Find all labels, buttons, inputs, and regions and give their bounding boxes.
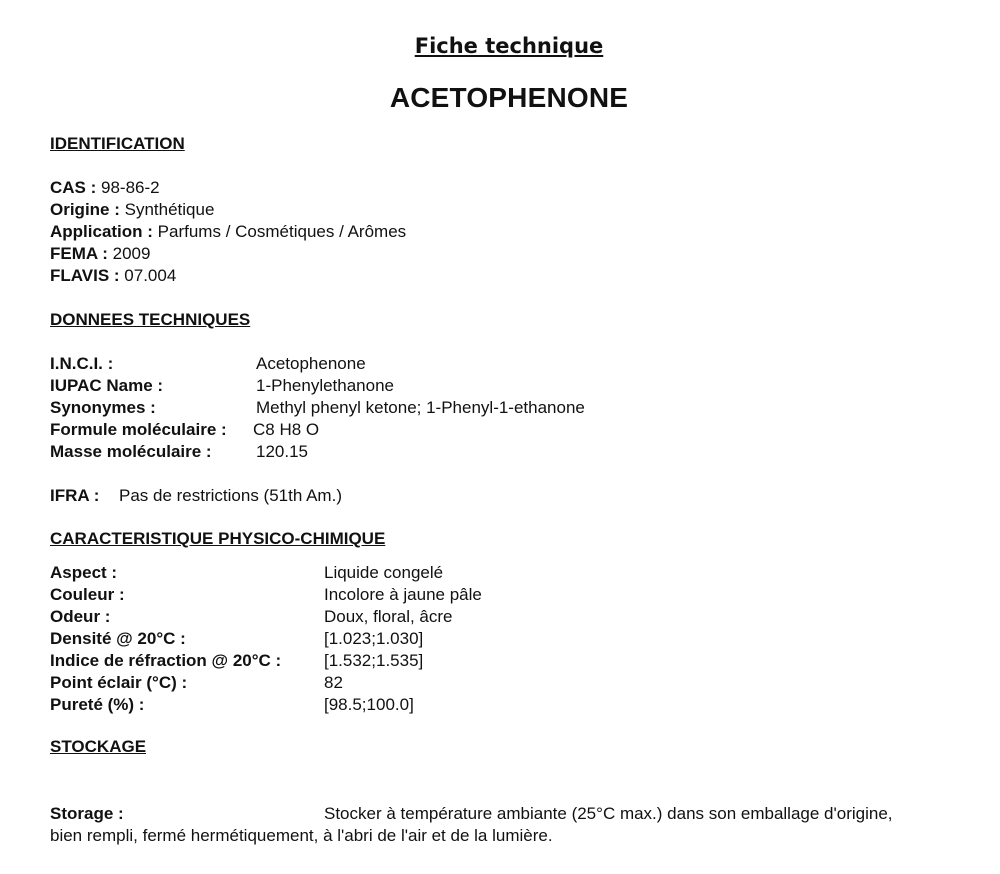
field-value: Incolore à jaune pâle	[324, 585, 482, 604]
field-value: Parfums / Cosmétiques / Arômes	[152, 222, 407, 241]
field-value: [1.532;1.535]	[324, 651, 424, 670]
field-origine	[50, 199, 214, 221]
field-label: IUPAC Name :	[50, 376, 164, 395]
field-label: Pureté (%) :	[50, 695, 145, 714]
product-name: ACETOPHENONE	[389, 82, 629, 113]
field-value: Methyl phenyl ketone; 1-Phenyl-1-ethanone	[256, 398, 585, 417]
field-label: Point éclair (°C) :	[50, 673, 188, 692]
field-value: [98.5;100.0]	[324, 695, 414, 714]
section-heading-stockage: STOCKAGE	[50, 737, 147, 756]
field-label: Odeur :	[50, 607, 111, 626]
field-application	[50, 221, 406, 243]
field-value: Acetophenone	[256, 354, 366, 373]
field-label: Masse moléculaire :	[50, 442, 212, 461]
field-label: Storage :	[50, 804, 124, 823]
document-title: Fiche technique	[414, 34, 604, 58]
field-label: Aspect :	[50, 563, 118, 582]
field-value: Liquide congelé	[324, 563, 444, 582]
field-value: 2009	[107, 244, 151, 263]
field-storage-continuation: bien rempli, fermé hermétiquement, à l'abri de l'air et de la lumière.	[50, 826, 553, 845]
field-fema	[50, 243, 150, 265]
field-value: 82	[324, 673, 343, 692]
field-value: 98-86-2	[96, 178, 160, 197]
field-value: Pas de restrictions (51th Am.)	[119, 486, 342, 505]
field-value: 1-Phenylethanone	[256, 376, 395, 395]
field-label: CAS :	[50, 178, 97, 197]
field-label: I.N.C.I. :	[50, 354, 114, 373]
field-value: 07.004	[119, 266, 177, 285]
section-heading-identification: IDENTIFICATION	[50, 134, 185, 153]
field-value: [1.023;1.030]	[324, 629, 424, 648]
field-label: Application :	[50, 222, 153, 241]
field-label: Synonymes :	[50, 398, 156, 417]
section-heading-technical: DONNEES TECHNIQUES	[50, 310, 251, 329]
field-value: C8 H8 O	[253, 420, 320, 439]
field-flavis	[50, 265, 176, 287]
field-label: Densité @ 20°C :	[50, 629, 186, 648]
field-label: Couleur :	[50, 585, 125, 604]
section-heading-physico: CARACTERISTIQUE PHYSICO-CHIMIQUE	[50, 529, 386, 548]
field-value: Stocker à température ambiante (25°C max.) dans son emballage d'origine,	[324, 804, 893, 823]
field-value: Synthétique	[119, 200, 215, 219]
field-label: IFRA :	[50, 486, 100, 505]
field-label: FEMA :	[50, 244, 108, 263]
field-cas	[50, 177, 160, 199]
field-label: Indice de réfraction @ 20°C :	[50, 651, 282, 670]
field-label: Formule moléculaire :	[50, 420, 227, 439]
field-value: Doux, floral, âcre	[324, 607, 453, 626]
field-label: Origine :	[50, 200, 120, 219]
field-label: FLAVIS :	[50, 266, 120, 285]
field-value: 120.15	[256, 442, 308, 461]
